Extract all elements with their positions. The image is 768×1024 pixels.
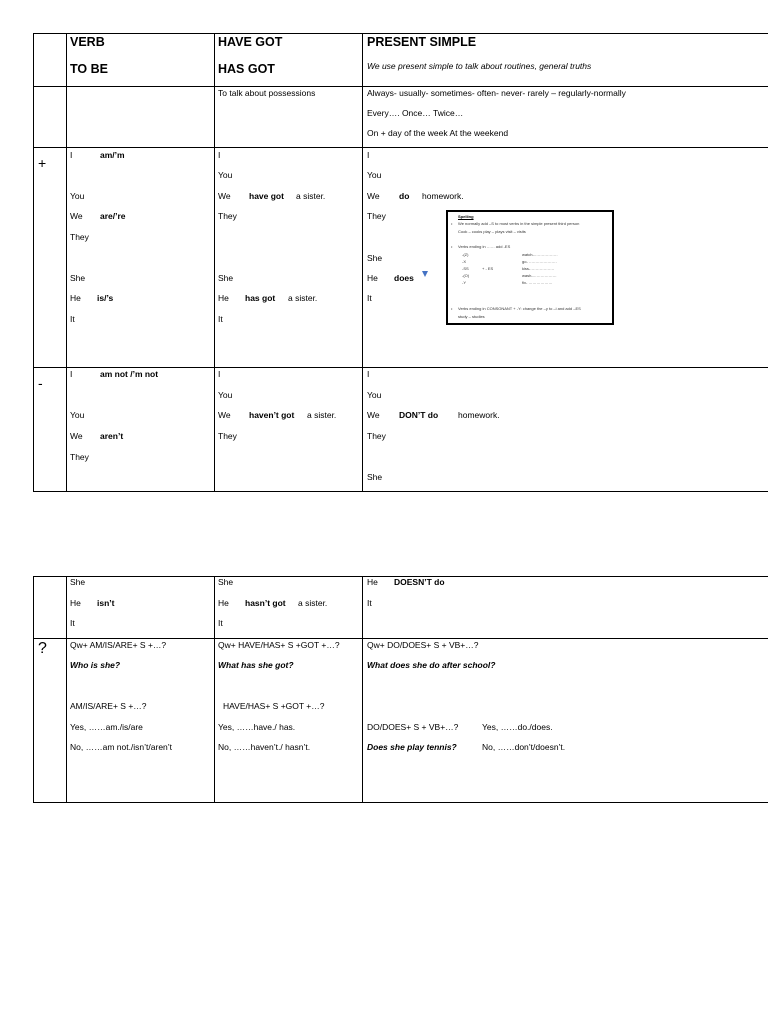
triangle-marker-icon xyxy=(422,271,428,277)
ending: -SS xyxy=(462,266,469,271)
pronoun: He xyxy=(218,598,229,608)
practice-word: wash-……………… xyxy=(522,273,557,278)
pronoun: We xyxy=(218,410,231,420)
ending: -X xyxy=(462,259,466,264)
short-answer-no: No, ……don’t/doesn’t. xyxy=(482,742,566,752)
short-answer-no: No, ……haven’t./ hasn’t. xyxy=(218,742,311,752)
pronoun: I xyxy=(70,150,73,160)
pronoun: I xyxy=(70,369,73,379)
pronoun: I xyxy=(367,150,370,160)
pronoun: They xyxy=(70,232,89,242)
ending: -(Z) xyxy=(462,252,469,257)
header-have-got: HAVE GOT xyxy=(218,35,283,49)
ending: -Y xyxy=(462,280,466,285)
have-got-usage: To talk about possessions xyxy=(218,88,316,98)
table1-col-divider xyxy=(66,33,67,492)
question-formula-yes-no: AM/IS/ARE+ S +…? xyxy=(70,701,147,711)
pronoun: He xyxy=(218,293,229,303)
object: a sister. xyxy=(288,293,318,303)
verb-form: have got xyxy=(249,191,284,201)
time-expressions-1: Every…. Once… Twice… xyxy=(367,108,464,118)
spelling-rule-1: We normally add –S to most verbs in the simple present third person xyxy=(458,221,580,226)
verb-form: haven’t got xyxy=(249,410,295,420)
pronoun: She xyxy=(70,273,86,283)
practice-word: watch-……………… xyxy=(522,252,558,257)
object: homework. xyxy=(458,410,500,420)
bullet-icon: • xyxy=(451,221,453,226)
pronoun: You xyxy=(367,390,382,400)
pronoun: We xyxy=(70,431,83,441)
spelling-rule-3: Verbs ending in CONSONANT + -Y: change the –y to –i and add –ES xyxy=(458,306,581,311)
pronoun: I xyxy=(218,150,221,160)
pronoun: I xyxy=(218,369,221,379)
pronoun: He xyxy=(367,273,378,283)
table1-border-left xyxy=(33,33,34,492)
pronoun: It xyxy=(70,314,75,324)
pronoun: They xyxy=(70,452,89,462)
negative-symbol: - xyxy=(38,375,43,391)
pronoun: You xyxy=(218,390,233,400)
verb-form: are/’re xyxy=(100,211,126,221)
pronoun: It xyxy=(218,618,223,628)
table1-col-divider xyxy=(362,33,363,492)
practice-word: go- ………………… xyxy=(522,259,557,264)
object: homework. xyxy=(422,191,464,201)
pronoun: It xyxy=(367,293,372,303)
spelling-example-3: study – studies xyxy=(458,314,485,319)
short-answer-yes: Yes, ……have./ has. xyxy=(218,722,296,732)
question-symbol: ? xyxy=(38,640,47,657)
table1-col-divider xyxy=(214,33,215,492)
spelling-note-box xyxy=(446,210,614,325)
question-formula: Qw+ DO/DOES+ S + VB+…? xyxy=(367,640,479,650)
verb-form: aren’t xyxy=(100,431,124,441)
short-answer-no: No, ……am not./isn’t/aren’t xyxy=(70,742,173,752)
pronoun: We xyxy=(218,191,231,201)
pronoun: You xyxy=(218,170,233,180)
verb-form: is/’s xyxy=(97,293,114,303)
table2-col-divider xyxy=(214,576,215,803)
question-formula: Qw+ HAVE/HAS+ S +GOT +…? xyxy=(218,640,340,650)
verb-form: hasn’t got xyxy=(245,598,286,608)
table1-border-top xyxy=(33,33,768,34)
practice-word: kiss-……………… xyxy=(522,266,555,271)
pronoun: You xyxy=(367,170,382,180)
object: a sister. xyxy=(307,410,337,420)
verb-form: isn’t xyxy=(97,598,115,608)
table1-row-divider xyxy=(33,86,768,87)
pronoun: We xyxy=(367,191,380,201)
pronoun: She xyxy=(70,577,86,587)
short-answer-yes: Yes, ……do./does. xyxy=(482,722,553,732)
pronoun: She xyxy=(218,273,234,283)
pronoun: They xyxy=(367,431,386,441)
question-formula-yes-no: DO/DOES+ S + VB+…? xyxy=(367,722,459,732)
question-formula: Qw+ AM/IS/ARE+ S +…? xyxy=(70,640,167,650)
verb-form: has got xyxy=(245,293,276,303)
pronoun: They xyxy=(218,211,237,221)
table2-border-left xyxy=(33,576,34,803)
table1-border-bottom xyxy=(33,491,768,492)
adverbs-of-frequency: Always- usually- sometimes- often- never- rarely – regularly-normally xyxy=(367,88,626,98)
header-has-got: HAS GOT xyxy=(218,62,275,76)
table2-col-divider xyxy=(66,576,67,803)
pronoun: He xyxy=(70,598,81,608)
header-to-be: TO BE xyxy=(70,62,108,76)
ending: -(O) xyxy=(462,273,470,278)
bullet-icon: • xyxy=(451,306,453,311)
time-expressions-2: On + day of the week At the weekend xyxy=(367,128,509,138)
spelling-example-1: Cook – cooks play – plays visit – visits xyxy=(458,229,526,234)
table2-col-divider xyxy=(362,576,363,803)
verb-form: does xyxy=(394,273,414,283)
table2-row-divider xyxy=(33,638,768,639)
pronoun: She xyxy=(367,253,383,263)
pronoun: We xyxy=(367,410,380,420)
present-simple-note: We use present simple to talk about routines, general truths xyxy=(367,61,592,71)
pronoun: It xyxy=(218,314,223,324)
pronoun: It xyxy=(70,618,75,628)
ending-rule: + - ES xyxy=(482,266,494,271)
table2-border-bottom xyxy=(33,802,768,803)
affirmative-symbol: + xyxy=(38,155,47,171)
spelling-rule-2: Verbs ending in …… add -ES xyxy=(458,244,511,249)
verb-form: DOESN’T do xyxy=(394,577,445,587)
verb-form: do xyxy=(399,191,410,201)
table1-row-divider xyxy=(33,367,768,368)
question-example: Who is she? xyxy=(70,660,121,670)
pronoun: They xyxy=(218,431,237,441)
question-example: What does she do after school? xyxy=(367,660,496,670)
pronoun: You xyxy=(70,410,85,420)
pronoun: We xyxy=(70,211,83,221)
object: a sister. xyxy=(298,598,328,608)
question-formula-yes-no: HAVE/HAS+ S +GOT +…? xyxy=(223,701,325,711)
pronoun: She xyxy=(218,577,234,587)
question-example: Does she play tennis? xyxy=(367,742,457,752)
pronoun: She xyxy=(367,472,383,482)
spelling-title: Spelling xyxy=(458,214,474,219)
header-present-simple: PRESENT SIMPLE xyxy=(367,35,477,49)
pronoun: You xyxy=(70,191,85,201)
header-verb: VERB xyxy=(70,35,105,49)
pronoun: I xyxy=(367,369,370,379)
pronoun: He xyxy=(367,577,378,587)
practice-word: fix- ……………… xyxy=(522,280,553,285)
pronoun: It xyxy=(367,598,372,608)
pronoun: He xyxy=(70,293,81,303)
bullet-icon: • xyxy=(451,244,453,249)
question-example: What has she got? xyxy=(218,660,294,670)
verb-form: DON’T do xyxy=(399,410,439,420)
short-answer-yes: Yes, ……am./is/are xyxy=(70,722,143,732)
verb-form: am not /’m not xyxy=(100,369,159,379)
object: a sister. xyxy=(296,191,326,201)
table1-row-divider xyxy=(33,147,768,148)
verb-form: am/’m xyxy=(100,150,125,160)
pronoun: They xyxy=(367,211,386,221)
